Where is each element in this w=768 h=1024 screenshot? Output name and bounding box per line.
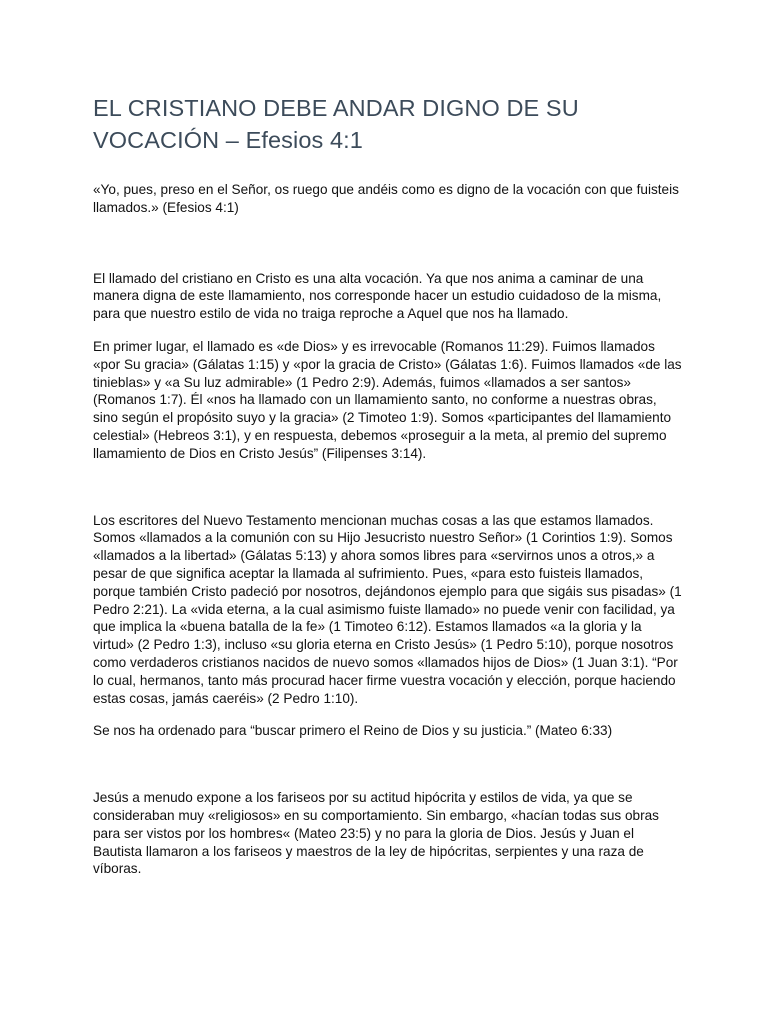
document-title: EL CRISTIANO DEBE ANDAR DIGNO DE SU VOCACIÓN – Efesios 4:1	[93, 95, 579, 153]
paragraph-intro: El llamado del cristiano en Cristo es una alta vocación. Ya que nos anima a caminar de una manera digna de este llamamiento, nos corresponde hacer un estudio cuidadoso de la misma, para que nuestro estilo de vida no traiga reproche a Aquel que nos ha llamado.	[93, 270, 662, 322]
paragraph-pharisees: Jesús a menudo expone a los fariseos por su actitud hipócrita y estilos de vida, ya que se consideraban muy «religiosos» en su comportamiento. Sin embargo, «hacían todas sus obras para ser vistos por los hombres« (Mateo 23:5) y no para la gloria de Dios. Jesús y Juan el Bautista llamaron a los fariseos y maestros de la ley de hipócritas, serpientes y una raza de víboras.	[93, 790, 659, 877]
paragraph-seek-kingdom: Se nos ha ordenado para “buscar primero el Reino de Dios y su justicia.” (Mateo 6:33)	[93, 723, 613, 739]
document-page	[93, 92, 683, 878]
opening-quote: «Yo, pues, preso en el Señor, os ruego que andéis como es digno de la vocación con que fuisteis llamados.» (Efesios 4:1)	[93, 182, 679, 215]
paragraph-calling-of-god: En primer lugar, el llamado es «de Dios» y es irrevocable (Romanos 11:29). Fuimos llamados «por Su gracia» (Gálatas 1:15) y «por la gracia de Cristo» (Gálatas 1:6). Fuimos llamados «de las tinieblas» y «a Su luz admirable» (1 Pedro 2:9). Además, fuimos «llamados a ser santos» (Romanos 1:7). Él «nos ha llamado con un llamamiento santo, no conforme a nuestras obras, sino según el propósito suyo y la gracia» (2 Timoteo 1:9). Somos «participantes del llamamiento celestial» (Hebreos 3:1), y en respuesta, debemos «proseguir a la meta, al premio del supremo llamamiento de Dios en Cristo Jesús” (Filipenses 3:14).	[93, 338, 682, 461]
paragraph-new-testament-callings: Los escritores del Nuevo Testamento mencionan muchas cosas a las que estamos llamados. Somos «llamados a la comunión con su Hijo Jesucristo nuestro Señor» (1 Corintios 1:9). Somos «llamados a la libertad» (Gálatas 5:13) y ahora somos libres para «servirnos unos a otros,» a pesar de que significa aceptar la llamada al sufrimiento. Pues, «para esto fuisteis llamados, porque también Cristo padeció por nosotros, dejándonos ejemplo para que sigáis sus pisadas» (1 Pedro 2:21). La «vida eterna, a la cual asimismo fuiste llamado» no puede venir con facilidad, ya que implica la «buena batalla de la fe» (1 Timoteo 6:12). Estamos llamados «a la gloria y la virtud» (2 Pedro 1:3), incluso «su gloria eterna en Cristo Jesús» (1 Pedro 5:10), porque nosotros como verdaderos cristianos nacidos de nuevo somos «llamados hijos de Dios» (1 Juan 3:1). “Por lo cual, hermanos, tanto más procurad hacer firme vuestra vocación y elección, porque haciendo estas cosas, jamás caeréis» (2 Pedro 1:10).	[93, 512, 682, 706]
